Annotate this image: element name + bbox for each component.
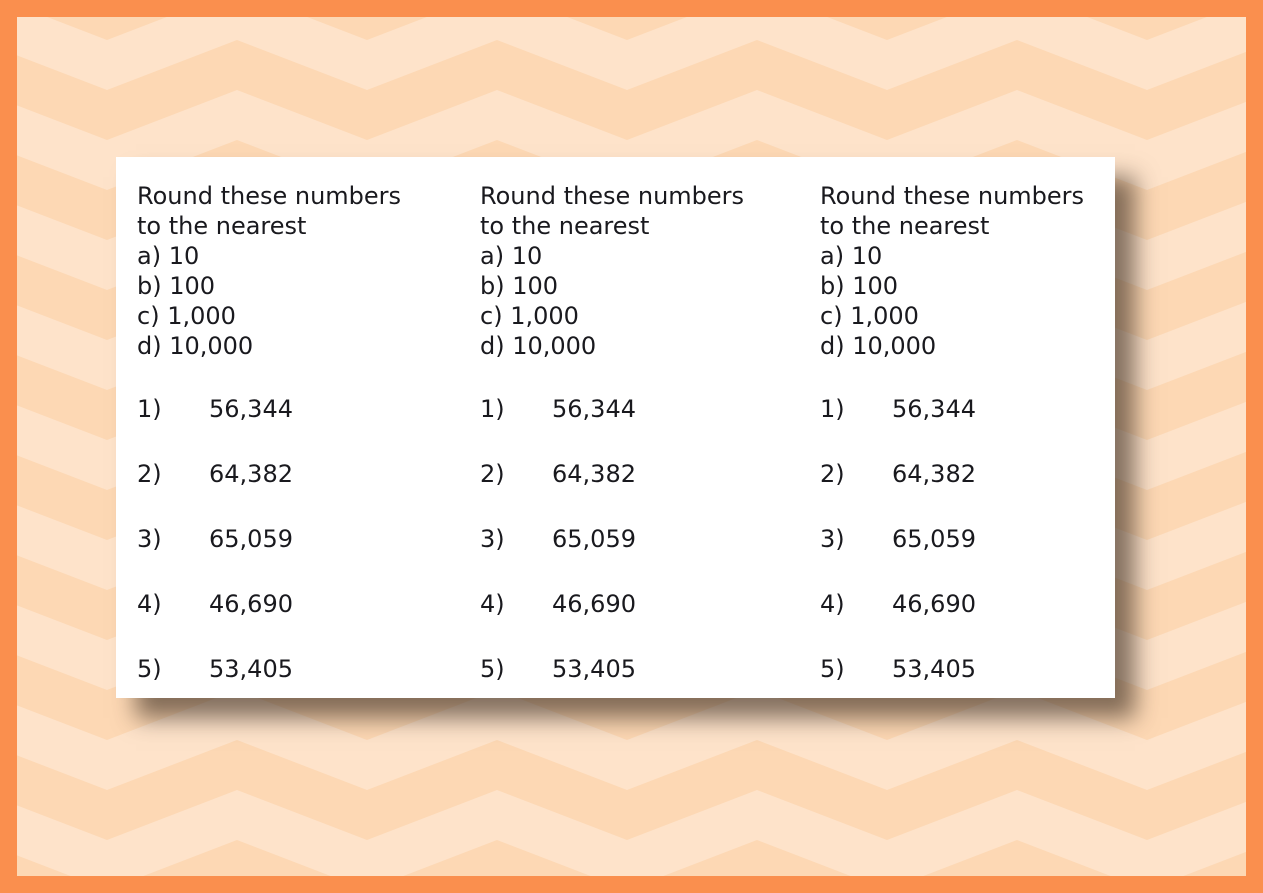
- problem-row: [137, 589, 480, 619]
- problem-value: 56,344: [209, 395, 293, 423]
- problem-number: 2): [480, 460, 505, 488]
- problem-value: 56,344: [552, 395, 636, 423]
- instructions-block: [820, 181, 1107, 361]
- problem-value: 46,690: [552, 590, 636, 618]
- problem-row: [480, 524, 820, 554]
- instruction-line: d) 10,000: [137, 332, 254, 360]
- worksheet-card: [116, 157, 1115, 698]
- instruction-line: to the nearest: [480, 212, 650, 240]
- instruction-line: to the nearest: [137, 212, 307, 240]
- instruction-line: c) 1,000: [480, 302, 579, 330]
- instruction-line: c) 1,000: [820, 302, 919, 330]
- instruction-line: c) 1,000: [137, 302, 236, 330]
- problem-number: 1): [480, 395, 505, 423]
- problem-value: 64,382: [209, 460, 293, 488]
- problem-value: 65,059: [552, 525, 636, 553]
- instruction-line: to the nearest: [820, 212, 990, 240]
- problem-row: [137, 654, 480, 684]
- instructions-block: [137, 181, 480, 361]
- problem-value: 46,690: [892, 590, 976, 618]
- instruction-line: b) 100: [137, 272, 216, 300]
- problem-value: 64,382: [552, 460, 636, 488]
- instruction-line: Round these numbers: [480, 182, 745, 210]
- problem-value: 53,405: [552, 655, 636, 683]
- problem-row: [137, 394, 480, 424]
- problem-number: 4): [820, 590, 845, 618]
- problem-number: 1): [137, 395, 162, 423]
- instruction-line: a) 10: [820, 242, 883, 270]
- problem-value: 56,344: [892, 395, 976, 423]
- instruction-line: b) 100: [480, 272, 559, 300]
- problem-number: 4): [480, 590, 505, 618]
- worksheet-column-1: [137, 181, 480, 698]
- instruction-line: d) 10,000: [820, 332, 937, 360]
- problem-value: 53,405: [209, 655, 293, 683]
- problem-number: 5): [480, 655, 505, 683]
- problem-row: [480, 654, 820, 684]
- problem-value: 65,059: [892, 525, 976, 553]
- instruction-line: Round these numbers: [137, 182, 402, 210]
- worksheet-column-2: [480, 181, 820, 698]
- problem-number: 5): [820, 655, 845, 683]
- problem-row: [820, 589, 1107, 619]
- problem-number: 4): [137, 590, 162, 618]
- problem-value: 53,405: [892, 655, 976, 683]
- instruction-line: d) 10,000: [480, 332, 597, 360]
- problem-row: [820, 459, 1107, 489]
- problem-number: 3): [137, 525, 162, 553]
- problem-row: [820, 394, 1107, 424]
- problem-number: 2): [137, 460, 162, 488]
- worksheet-column-3: [820, 181, 1107, 698]
- problem-row: [820, 654, 1107, 684]
- instruction-line: a) 10: [137, 242, 200, 270]
- problem-number: 3): [480, 525, 505, 553]
- problem-number: 2): [820, 460, 845, 488]
- problem-value: 46,690: [209, 590, 293, 618]
- problem-row: [480, 394, 820, 424]
- problem-value: 65,059: [209, 525, 293, 553]
- problem-row: [480, 589, 820, 619]
- problem-row: [137, 524, 480, 554]
- problem-number: 3): [820, 525, 845, 553]
- problem-row: [820, 524, 1107, 554]
- instruction-line: b) 100: [820, 272, 899, 300]
- problem-number: 5): [137, 655, 162, 683]
- instruction-line: Round these numbers: [820, 182, 1085, 210]
- problem-value: 64,382: [892, 460, 976, 488]
- instructions-block: [480, 181, 820, 361]
- instruction-line: a) 10: [480, 242, 543, 270]
- problem-row: [480, 459, 820, 489]
- problem-row: [137, 459, 480, 489]
- problem-number: 1): [820, 395, 845, 423]
